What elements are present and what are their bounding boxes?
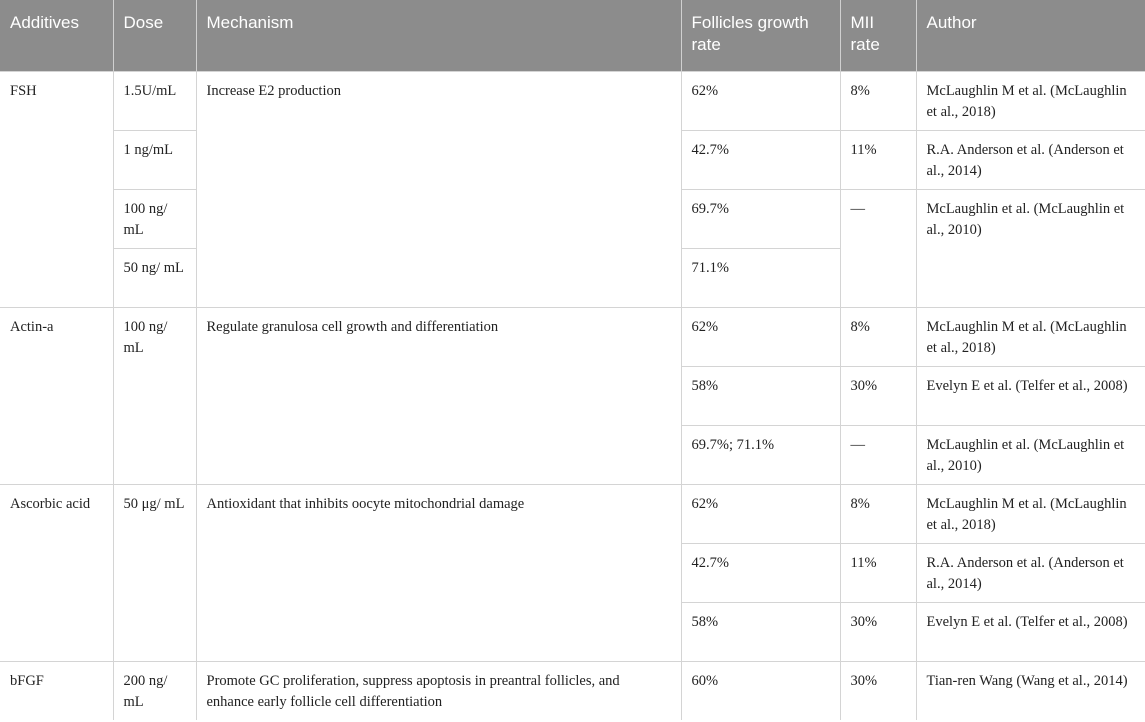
additive-cell: Actin-a [0,307,113,484]
growth-rate-cell: 42.7% [681,130,840,189]
growth-rate-cell: 62% [681,307,840,366]
dose-cell: 50 ng/ mL [113,248,196,307]
author-cell: R.A. Anderson et al. (Anderson et al., 2014) [916,543,1145,602]
growth-rate-cell: 69.7%; 71.1% [681,425,840,484]
table-row [0,307,1145,366]
author-cell: McLaughlin et al. (McLaughlin et al., 2010) [916,425,1145,484]
growth-rate-cell: 71.1% [681,248,840,307]
dose-cell: 50 μg/ mL [113,484,196,661]
mii-rate-cell: 8% [840,484,916,543]
mii-rate-cell: 30% [840,602,916,661]
additive-cell: bFGF [0,661,113,720]
mii-rate-cell: — [840,425,916,484]
author-cell: R.A. Anderson et al. (Anderson et al., 2014) [916,130,1145,189]
header-author: Author [916,0,1145,71]
growth-rate-cell: 58% [681,602,840,661]
dose-cell: 100 ng/ mL [113,307,196,484]
author-cell: McLaughlin M et al. (McLaughlin et al., 2018) [916,484,1145,543]
mii-rate-cell: 8% [840,307,916,366]
additive-cell: FSH [0,71,113,307]
growth-rate-cell: 60% [681,661,840,720]
header-mii-rate: MII rate [840,0,916,71]
mechanism-cell: Promote GC proliferation, suppress apoptosis in preantral follicles, and enhance early follicle cell differentiation [196,661,681,720]
mii-rate-cell: 30% [840,366,916,425]
mechanism-cell: Antioxidant that inhibits oocyte mitochondrial damage [196,484,681,661]
mii-rate-cell: 30% [840,661,916,720]
header-follicles-growth-rate: Follicles growth rate [681,0,840,71]
mechanism-cell: Increase E2 production [196,71,681,307]
table-row [0,71,1145,130]
author-cell: McLaughlin M et al. (McLaughlin et al., 2018) [916,71,1145,130]
mii-rate-cell: 11% [840,543,916,602]
author-cell: McLaughlin M et al. (McLaughlin et al., 2018) [916,307,1145,366]
header-dose: Dose [113,0,196,71]
dose-cell: 1 ng/mL [113,130,196,189]
growth-rate-cell: 62% [681,71,840,130]
table-body [0,71,1145,720]
author-cell: Tian-ren Wang (Wang et al., 2014) [916,661,1145,720]
dose-cell: 100 ng/ mL [113,189,196,248]
growth-rate-cell: 58% [681,366,840,425]
table-row [0,661,1145,720]
author-cell: McLaughlin et al. (McLaughlin et al., 2010) [916,189,1145,307]
header-row [0,0,1145,71]
mechanism-cell: Regulate granulosa cell growth and differentiation [196,307,681,484]
author-cell: Evelyn E et al. (Telfer et al., 2008) [916,602,1145,661]
header-additives: Additives [0,0,113,71]
dose-cell: 1.5U/mL [113,71,196,130]
mii-rate-cell: 11% [840,130,916,189]
growth-rate-cell: 42.7% [681,543,840,602]
dose-cell: 200 ng/ mL [113,661,196,720]
table-row [0,484,1145,543]
mii-rate-cell: — [840,189,916,307]
additive-cell: Ascorbic acid [0,484,113,661]
mii-rate-cell: 8% [840,71,916,130]
header-mechanism: Mechanism [196,0,681,71]
growth-rate-cell: 69.7% [681,189,840,248]
table-header [0,0,1145,71]
author-cell: Evelyn E et al. (Telfer et al., 2008) [916,366,1145,425]
growth-rate-cell: 62% [681,484,840,543]
